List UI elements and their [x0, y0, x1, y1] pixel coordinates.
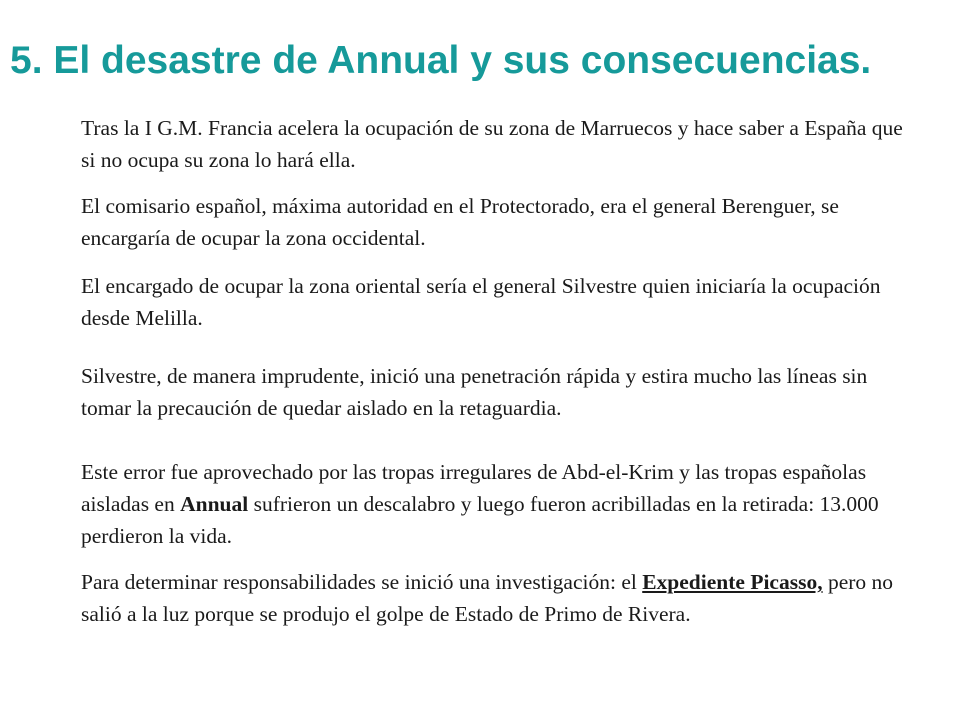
- picasso-text-after: pero no salió a la luz porque se produjo el golpe de Estado de Primo de Rivera.: [81, 570, 894, 626]
- picasso-text-before: Para determinar responsabilidades se inició una investigación: el: [81, 570, 643, 594]
- slide-title: 5. El desastre de Annual y sus consecuencias.: [10, 39, 872, 82]
- paragraph-silvestre-imprudence: Silvestre, de manera imprudente, inició una penetración rápida y estira mucho las líneas sin tomar la precaución de quedar aislado en la retaguardia.: [81, 364, 868, 420]
- annual-text-before: Este error fue aprovechado por las tropas irregulares de Abd-el-Krim y las tropas españolas aisladas en: [81, 460, 867, 516]
- paragraph-berenguer: El comisario español, máxima autoridad en el Protectorado, era el general Berenguer, se encargaría de ocupar la zona occidental.: [81, 194, 839, 250]
- expediente-picasso-link[interactable]: Expediente Picasso,: [642, 570, 823, 594]
- annual-bold-term: Annual: [180, 492, 249, 516]
- paragraph-france-occupation: Tras la I G.M. Francia acelera la ocupación de su zona de Marruecos y hace saber a España que si no ocupa su zona lo hará ella.: [81, 116, 903, 172]
- paragraph-silvestre-east: El encargado de ocupar la zona oriental sería el general Silvestre quien iniciaría la ocupación desde Melilla.: [81, 274, 881, 330]
- paragraph-annual-disaster: [81, 456, 921, 552]
- annual-text-after: sufrieron un descalabro y luego fueron acribilladas en la retirada: 13.000 perdieron la vida.: [81, 492, 879, 548]
- paragraph-expediente-picasso: [81, 566, 921, 630]
